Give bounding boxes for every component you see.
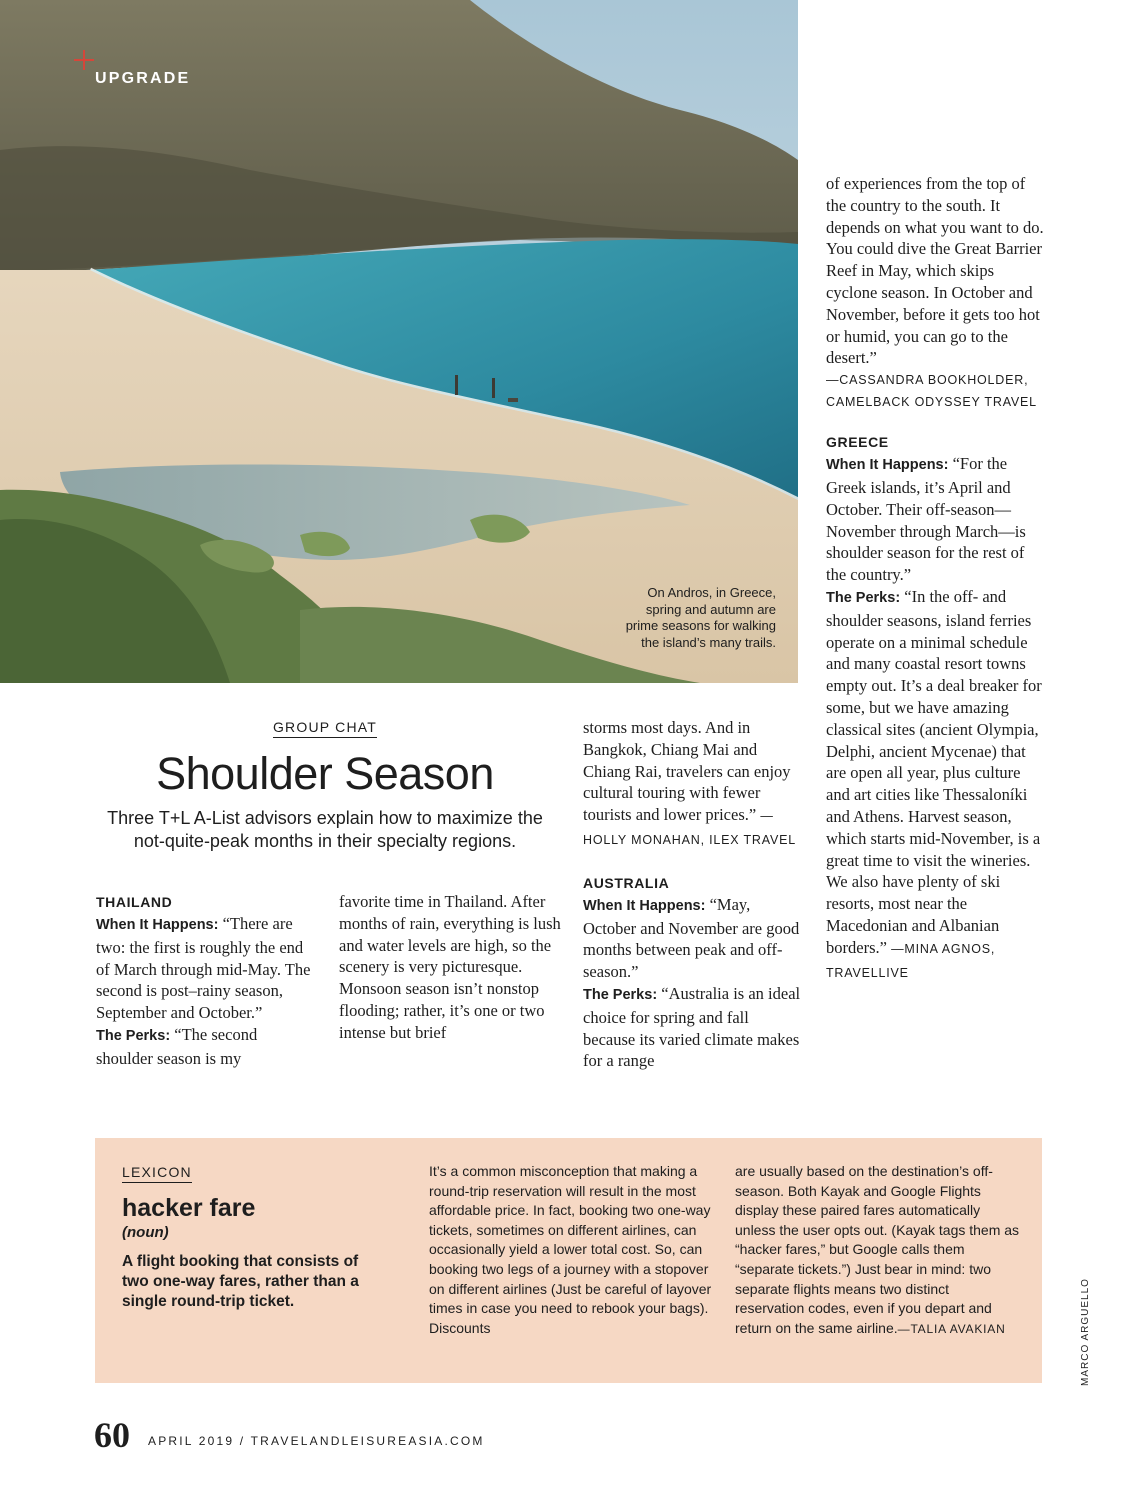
region-heading-thailand: THAILAND xyxy=(96,894,173,910)
when-label: When It Happens: xyxy=(583,897,706,914)
australia-attribution: —CASSANDRA BOOKHOLDER, CAMELBACK ODYSSEY TRAVEL xyxy=(826,373,1037,410)
body-column-3 xyxy=(583,717,805,1072)
body-column-1 xyxy=(96,891,318,1070)
region-heading-australia: AUSTRALIA xyxy=(583,874,670,891)
thailand-perks-text-b: favorite time in Thailand. After months of rain, everything is lush and water levels are high, so the scenery is very picturesque. Monsoon season isn’t nonstop flooding; rather, it’s one or two intense but brief xyxy=(339,892,561,1042)
australia-when xyxy=(583,894,805,983)
thailand-perks-end xyxy=(583,717,805,852)
lexicon-definition: A flight booking that consists of two one-way fares, rather than a single round-trip ticket. xyxy=(122,1253,359,1310)
body-column-4 xyxy=(826,173,1044,984)
article-headline: Shoulder Season xyxy=(156,748,494,799)
page-number: 60 xyxy=(94,1415,130,1455)
hero-photo xyxy=(0,0,798,683)
section-tag: UPGRADE xyxy=(95,70,191,87)
australia-perks-text-b: of experiences from the top of the country to the south. It depends on what you want to do. You could dive the Great Barrier Reef in May, which skips cyclone season. In October and November, before it gets too hot or humid, you can go to the desert.” xyxy=(826,174,1044,368)
photo-credit-wrapper xyxy=(1080,1278,1136,1397)
article-kicker-text: GROUP CHAT xyxy=(273,719,377,738)
australia-when-text: “May, October and November are good months between peak and off-season.” xyxy=(583,894,800,982)
photo-caption: On Andros, in Greece, spring and autumn are prime seasons for walking the island’s many trails. xyxy=(625,585,776,650)
article-deck: Three T+L A-List advisors explain how to maximize the not-quite-peak months in their specialty regions. xyxy=(107,808,543,851)
issue-line: APRIL 2019 / TRAVELANDLEISUREASIA.COM xyxy=(148,1434,485,1448)
greece-attribution: —MINA AGNOS, TRAVELLIVE xyxy=(826,941,996,980)
greece-when-text: “For the Greek islands, it’s April and October. Their off-season—November through March—is shoulder season for the rest of the country.” xyxy=(826,454,1026,585)
lexicon-body-column-2 xyxy=(735,1162,1020,1339)
lexicon-kicker: LEXICON xyxy=(122,1164,192,1183)
thailand-when xyxy=(96,913,318,1024)
photo-credit: MARCO ARGUELLO xyxy=(1080,1278,1091,1386)
lexicon-term: hacker fare xyxy=(122,1194,256,1222)
lexicon-body-column-1: It’s a common misconception that making a round-trip reservation will result in the most affordable price. In fact, booking two one-way tickets, sometimes on different airlines, can occasionally yield a lower total cost. So, can booking two legs of a journey with a stopover on different airlines (Just be careful of layover times in case you need to rebook your bags). Discounts xyxy=(429,1163,712,1336)
thailand-when-text: “There are two: the first is roughly the end of March through mid-May. The second is post–rainy season, September and October.” xyxy=(96,914,311,1023)
australia-perks xyxy=(583,983,805,1072)
greece-perks-text: “In the off- and shoulder seasons, island ferries operate on a minimal schedule and many coastal resort towns empty out. It’s a deal breaker for some, but we have amazing classical sites (ancient Olympia, Delphi, ancient Mycenae) that are open all year, plus culture and art cities like Thessaloníki and Athens. Harvest season, which starts mid-November, is a great time to visit the wineries. We also have plenty of ski resorts, most near the Macedonian and Albanian borders.” xyxy=(826,586,1042,957)
perks-label: The Perks: xyxy=(96,1027,171,1044)
thailand-perks-text-c: storms most days. And in Bangkok, Chiang Mai and Chiang Rai, travelers can enjoy cultural touring with fewer tourists and lower prices.” xyxy=(583,718,791,825)
lexicon-part-of-speech: (noun) xyxy=(122,1224,169,1241)
lexicon-body-text: are usually based on the destination’s off-season. Both Kayak and Google Flights display these paired fares automatically unless the user opts out. (Kayak tags them as “hacker fares,” but Google calls them “separate tickets.”) Just bear in mind: two separate flights means two distinct reservation codes, even if you depart and return on the same airline. xyxy=(735,1163,1020,1336)
column-spacer xyxy=(583,852,805,872)
when-label: When It Happens: xyxy=(96,917,219,933)
thailand-perks xyxy=(96,1024,318,1070)
region-heading-greece: GREECE xyxy=(826,434,889,451)
article-kicker xyxy=(0,719,650,737)
when-label: When It Happens: xyxy=(826,457,949,474)
body-column-2 xyxy=(339,891,561,1044)
greece-when xyxy=(826,453,1044,586)
lexicon-box xyxy=(95,1138,1042,1383)
greece-perks xyxy=(826,586,1044,984)
perks-label: The Perks: xyxy=(826,589,901,606)
perks-label: The Perks: xyxy=(583,986,658,1003)
column-spacer xyxy=(826,413,1044,431)
lexicon-attribution: —TALIA AVAKIAN xyxy=(897,1321,1006,1336)
thailand-perks-text-a: “The second shoulder season is my xyxy=(96,1024,258,1068)
thailand-attribution: —HOLLY MONAHAN, ILEX TRAVEL xyxy=(583,809,796,847)
australia-perks-text-a: “Australia is an ideal choice for spring and fall because its varied climate makes for a range xyxy=(583,983,801,1071)
beach-landscape-image xyxy=(0,0,798,683)
section-cross-mark-icon xyxy=(74,50,94,70)
